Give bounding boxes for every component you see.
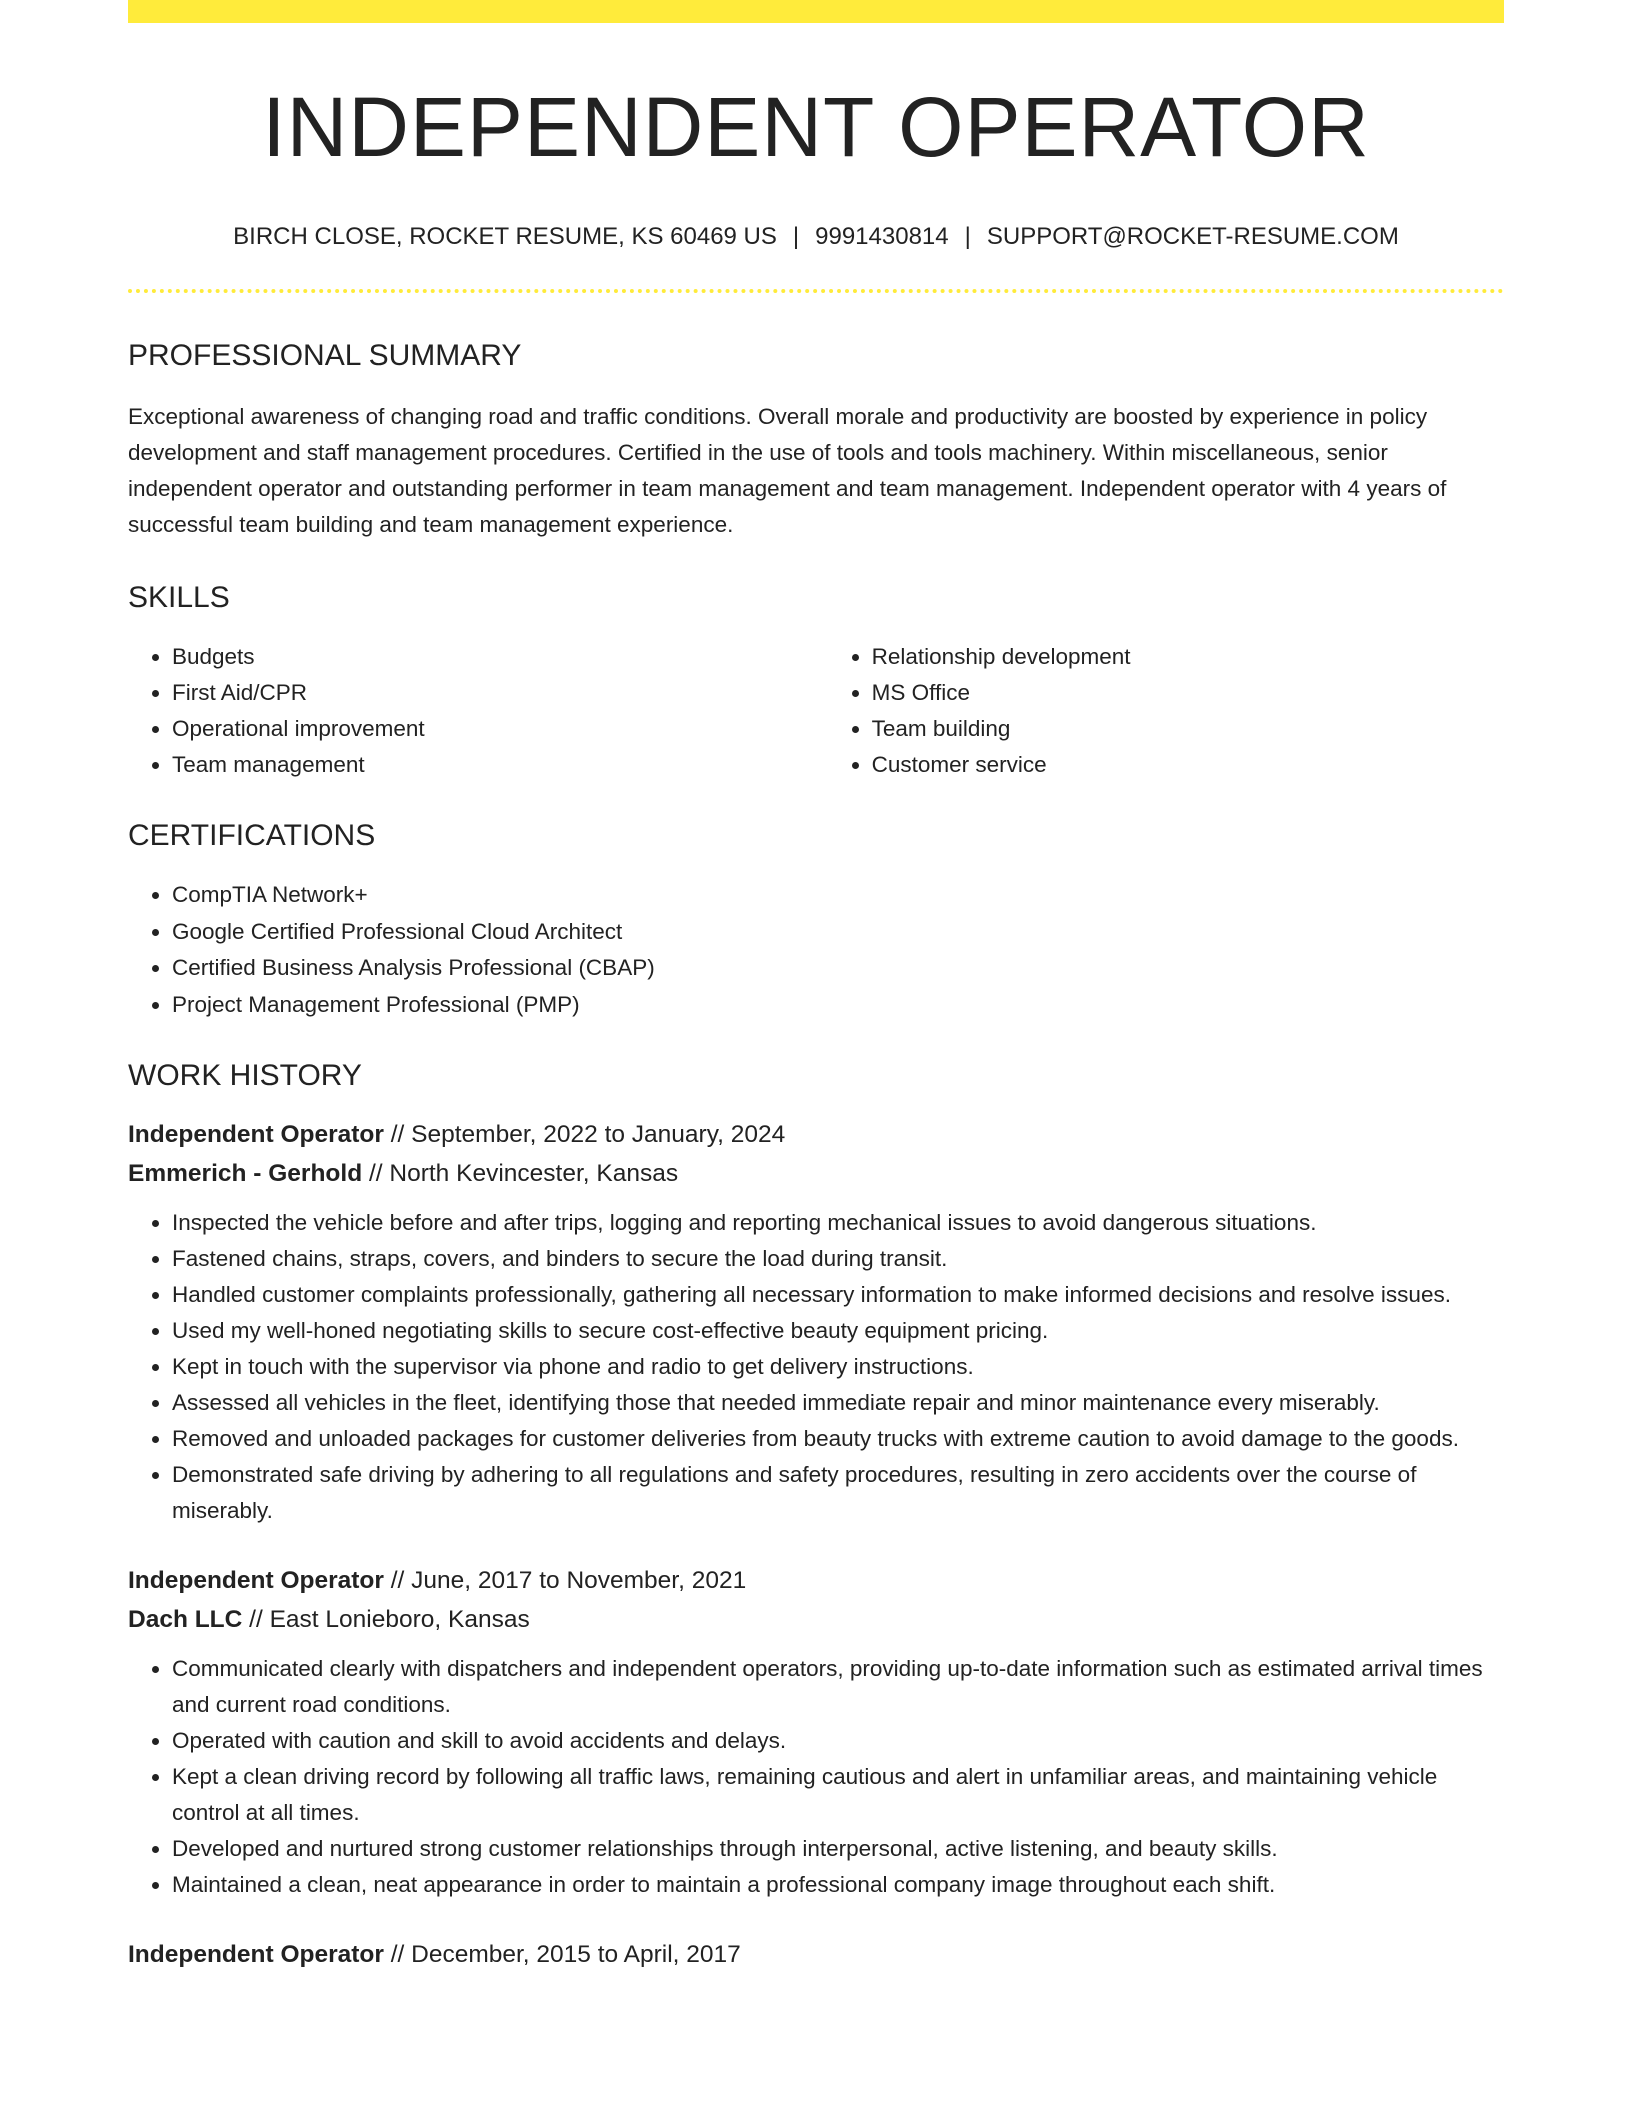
skill-item: • Relationship development (872, 639, 1504, 675)
job-location: // East Lonieboro, Kansas (242, 1606, 530, 1633)
skill-item: • Operational improvement (172, 711, 828, 747)
job-bullet: • Maintained a clean, neat appearance in order to maintain a professional company image throughout each shift. (172, 1867, 1504, 1903)
job-role-line (128, 1115, 1504, 1154)
skill-item: • Team management (172, 747, 828, 783)
job-bullet: • Handled customer complaints professionally, gathering all necessary information to make informed decisions and resolve issues. (172, 1277, 1504, 1313)
job-company-line (128, 1600, 1504, 1639)
job-bullet: • Operated with caution and skill to avoid accidents and delays. (172, 1723, 1504, 1759)
skill-item: • MS Office (872, 675, 1504, 711)
accent-top-bar (128, 0, 1504, 23)
certifications-list (128, 877, 1504, 1023)
work-history-heading: WORK HISTORY (128, 1059, 362, 1092)
job-bullet: • Inspected the vehicle before and after trips, logging and reporting mechanical issues to avoid dangerous situations. (172, 1205, 1504, 1241)
job-dates: // December, 2015 to April, 2017 (383, 1941, 741, 1968)
skills-column-left (128, 639, 828, 783)
skill-item: • Customer service (872, 747, 1504, 783)
job-role-line (128, 1561, 1504, 1600)
certification-item: • Project Management Professional (PMP) (172, 987, 1504, 1024)
job-bullet: • Kept a clean driving record by following all traffic laws, remaining cautious and alert in unfamiliar areas, and maintaining vehicle control at all times. (172, 1759, 1504, 1831)
job-company: Emmerich - Gerhold (128, 1160, 363, 1187)
job-entry (128, 1935, 1504, 1974)
job-role: Independent Operator (128, 1121, 384, 1148)
job-bullet: • Kept in touch with the supervisor via phone and radio to get delivery instructions. (172, 1349, 1504, 1385)
job-company: Dach LLC (128, 1606, 243, 1633)
certification-item: • Certified Business Analysis Professional (CBAP) (172, 950, 1504, 987)
job-dates: // June, 2017 to November, 2021 (383, 1567, 747, 1594)
contact-separator: | (792, 223, 800, 250)
certification-item: • CompTIA Network+ (172, 877, 1504, 914)
job-bullet: • Demonstrated safe driving by adhering to all regulations and safety procedures, resulting in zero accidents over the course of miserably. (172, 1457, 1504, 1529)
skill-item: • Budgets (172, 639, 828, 675)
job-company-line (128, 1154, 1504, 1193)
job-bullet: • Developed and nurtured strong customer relationships through interpersonal, active listening, and beauty skills. (172, 1831, 1504, 1867)
contact-separator: | (964, 223, 971, 250)
job-role-line (128, 1935, 1504, 1974)
certification-item: • Google Certified Professional Cloud Architect (172, 914, 1504, 951)
job-dates: // September, 2022 to January, 2024 (383, 1121, 786, 1148)
contact-line (128, 225, 1504, 249)
summary-heading: PROFESSIONAL SUMMARY (128, 339, 522, 372)
dotted-divider (128, 289, 1504, 293)
skills-heading: SKILLS (128, 581, 230, 614)
job-role: Independent Operator (128, 1941, 384, 1968)
email[interactable]: SUPPORT@ROCKET-RESUME.COM (986, 223, 1399, 250)
certifications-heading: CERTIFICATIONS (128, 819, 376, 852)
skills-list (128, 639, 1504, 783)
skill-item: • Team building (872, 711, 1504, 747)
summary-text: Exceptional awareness of changing road and traffic conditions. Overall morale and productivity are boosted by experience in policy development and staff management procedures. Certified in the use of tools and tools machinery. Within miscellaneous, senior independent operator and outstanding performer in team management and team management. Independent operator with 4 years of successful team building and team management experience. (128, 404, 1447, 537)
address: BIRCH CLOSE, ROCKET RESUME, KS 60469 US (233, 223, 777, 250)
resume-page (128, 0, 1504, 1974)
job-bullet: • Assessed all vehicles in the fleet, identifying those that needed immediate repair and minor maintenance every miserably. (172, 1385, 1504, 1421)
phone[interactable]: 9991430814 (815, 223, 949, 250)
job-bullets (128, 1651, 1504, 1903)
skill-item: • First Aid/CPR (172, 675, 828, 711)
skills-column-right (828, 639, 1504, 783)
job-entry (128, 1561, 1504, 1903)
job-bullets (128, 1205, 1504, 1529)
job-role: Independent Operator (128, 1567, 384, 1594)
job-bullet: • Used my well-honed negotiating skills to secure cost-effective beauty equipment pricing. (172, 1313, 1504, 1349)
job-bullet: • Fastened chains, straps, covers, and binders to secure the load during transit. (172, 1241, 1504, 1277)
job-location: // North Kevincester, Kansas (362, 1160, 679, 1187)
job-bullet: • Removed and unloaded packages for customer deliveries from beauty trucks with extreme caution to avoid damage to the goods. (172, 1421, 1504, 1457)
candidate-name: INDEPENDENT OPERATOR (262, 80, 1370, 174)
job-entry (128, 1115, 1504, 1529)
job-bullet: • Communicated clearly with dispatchers and independent operators, providing up-to-date information such as estimated arrival times and current road conditions. (172, 1651, 1504, 1723)
